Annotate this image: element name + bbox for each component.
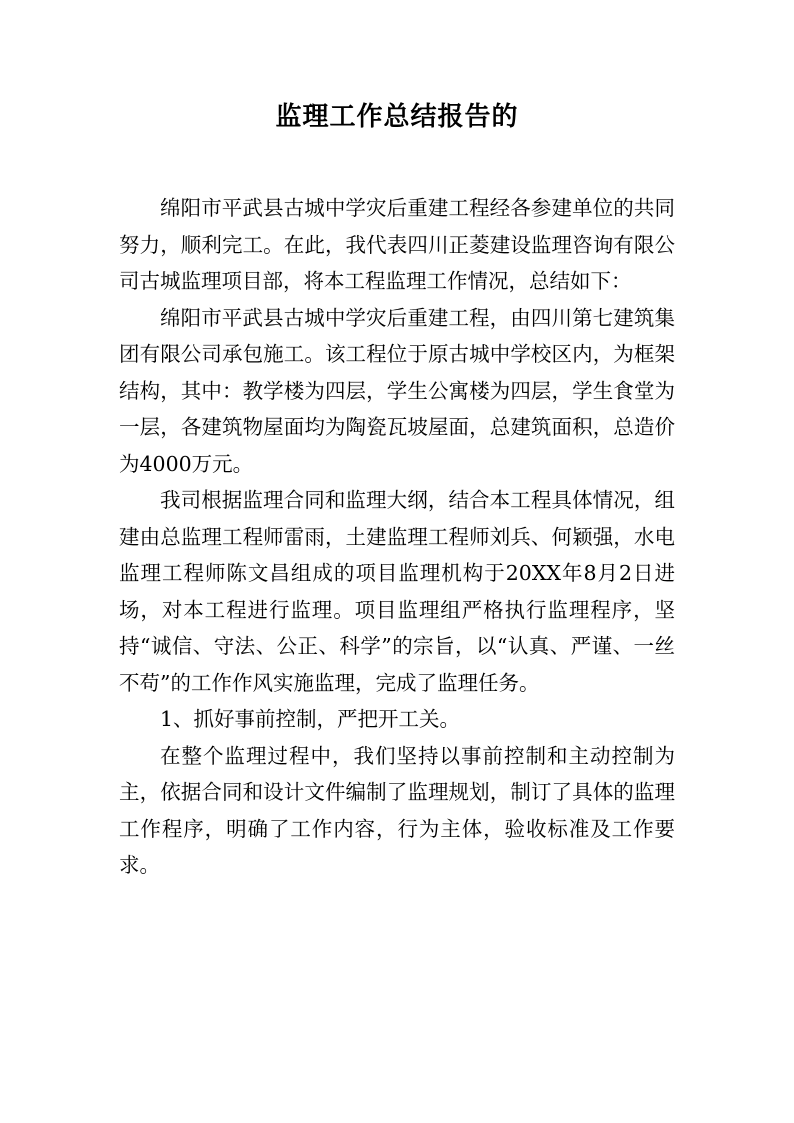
section-heading-pre-control: 1、抓好事前控制，严把开工关。	[160, 707, 461, 731]
paragraph-supervision-team: 我司根据监理合同和监理大纲，结合本工程具体情况，组建由总监理工程师雷雨，土建监理工程师刘兵、何颖强，水电监理工程师陈文昌组成的项目监理机构于20XX年8月2日进场，对本工程进行监理。项目监理组严格执行监理程序，坚持“诚信、守法、公正、科学”的宗旨，以“认真、严谨、一丝不苟”的工作作风实施监理，完成了监理任务。	[119, 488, 675, 695]
document-title: 监理工作总结报告的	[275, 102, 519, 132]
paragraph-project-overview: 绵阳市平武县古城中学灾后重建工程，由四川第七建筑集团有限公司承包施工。该工程位于原古城中学校区内，为框架结构，其中：教学楼为四层，学生公寓楼为四层，学生食堂为一层，各建筑物屋面均为陶瓷瓦坡屋面，总建筑面积，总造价为4000万元。	[119, 305, 675, 476]
document-body	[119, 190, 675, 884]
paragraph-pre-control: 在整个监理过程中，我们坚持以事前控制和主动控制为主，依据合同和设计文件编制了监理规划，制订了具体的监理工作程序，明确了工作内容，行为主体，验收标准及工作要求。	[119, 743, 675, 877]
paragraph-intro: 绵阳市平武县古城中学灾后重建工程经各参建单位的共同努力，顺利完工。在此，我代表四川正菱建设监理咨询有限公司古城监理项目部，将本工程监理工作情况，总结如下：	[119, 196, 675, 293]
